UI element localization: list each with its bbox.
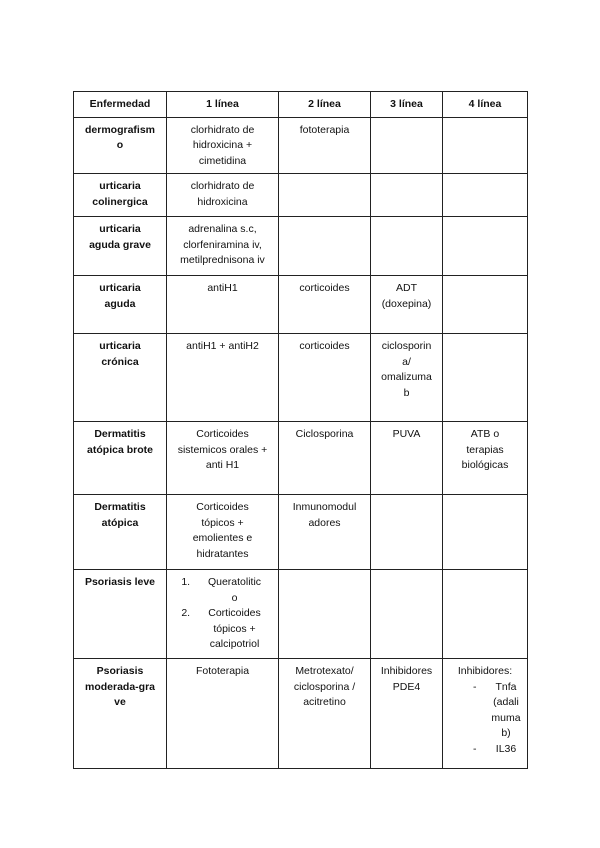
- line2-cell: corticoides: [279, 334, 371, 422]
- list-item: [447, 742, 523, 758]
- line2-cell: [279, 217, 371, 276]
- list-item-text: IL36: [495, 742, 517, 755]
- list-item: 2. Corticoides tópicos + calcipotriol: [193, 606, 274, 653]
- disease-cell: urticaria colinergica: [74, 174, 167, 217]
- list-item-text: Tnfa (adali muma b): [491, 680, 521, 739]
- line4-cell: [443, 659, 528, 769]
- line2-cell: [279, 570, 371, 659]
- header-cell: 3 línea: [371, 92, 443, 118]
- disease-cell: Dermatitis atópica: [74, 495, 167, 570]
- disease-cell: dermografismo: [74, 117, 167, 174]
- treatment-table: [73, 91, 528, 769]
- line3-cell: ADT (doxepina): [371, 276, 443, 334]
- table-row: [74, 495, 528, 570]
- disease-cell: urticaria aguda grave: [74, 217, 167, 276]
- line4-cell: ATB o terapias biológicas: [443, 422, 528, 495]
- line2-cell: [279, 174, 371, 217]
- table-row: [74, 276, 528, 334]
- line2-cell: Metrotexato/ ciclosporina / acitretino: [279, 659, 371, 769]
- header-row: [74, 92, 528, 118]
- line2-cell: corticoides: [279, 276, 371, 334]
- line4-cell: [443, 495, 528, 570]
- line4-cell: [443, 174, 528, 217]
- line1-cell: Corticoides sistemicos orales + anti H1: [167, 422, 279, 495]
- header-cell: 1 línea: [167, 92, 279, 118]
- line2-cell: Ciclosporina: [279, 422, 371, 495]
- table-row: [74, 117, 528, 174]
- line1-cell: clorhidrato de hidroxicina + cimetidina: [167, 117, 279, 174]
- line1-cell: adrenalina s.c, clorfeniramina iv, metilprednisona iv: [167, 217, 279, 276]
- line4-cell: [443, 570, 528, 659]
- line1-cell: [167, 570, 279, 659]
- line4-cell: [443, 117, 528, 174]
- table-row: [74, 659, 528, 769]
- line4-cell: [443, 334, 528, 422]
- list-item: [447, 680, 523, 742]
- line3-cell: PUVA: [371, 422, 443, 495]
- line1-cell: Fototerapia: [167, 659, 279, 769]
- table-row: [74, 334, 528, 422]
- line1-cell: antiH1 + antiH2: [167, 334, 279, 422]
- list-item: 1. Queratolitic o: [193, 575, 274, 606]
- disease-cell: urticaria crónica: [74, 334, 167, 422]
- line3-cell: Inhibidores PDE4: [371, 659, 443, 769]
- dash-bullet: -: [473, 680, 477, 693]
- line4-cell: [443, 217, 528, 276]
- header-cell: Enfermedad: [74, 92, 167, 118]
- line1-cell: clorhidrato de hidroxicina: [167, 174, 279, 217]
- line1-cell: Corticoides tópicos + emolientes e hidratantes: [167, 495, 279, 570]
- disease-cell: urticaria aguda: [74, 276, 167, 334]
- header-cell: 4 línea: [443, 92, 528, 118]
- line4-cell: [443, 276, 528, 334]
- line3-cell: ciclosporin a/ omalizuma b: [371, 334, 443, 422]
- line3-cell: [371, 217, 443, 276]
- disease-cell: Dermatitis atópica brote: [74, 422, 167, 495]
- table-row: [74, 422, 528, 495]
- inhibitors-list: [447, 680, 523, 758]
- header-cell: 2 línea: [279, 92, 371, 118]
- line3-cell: [371, 174, 443, 217]
- line1-cell: antiH1: [167, 276, 279, 334]
- disease-cell: Psoriasis moderada-gra ve: [74, 659, 167, 769]
- dash-bullet: -: [473, 742, 477, 755]
- disease-cell: Psoriasis leve: [74, 570, 167, 659]
- table-row: [74, 570, 528, 659]
- line3-cell: [371, 495, 443, 570]
- table-row: [74, 217, 528, 276]
- line2-cell: Inmunomodul adores: [279, 495, 371, 570]
- line2-cell: fototerapia: [279, 117, 371, 174]
- line3-cell: [371, 570, 443, 659]
- line3-cell: [371, 117, 443, 174]
- inhibitors-title: Inhibidores:: [457, 665, 513, 677]
- treatment-steps-list: [171, 575, 274, 653]
- table-row: [74, 174, 528, 217]
